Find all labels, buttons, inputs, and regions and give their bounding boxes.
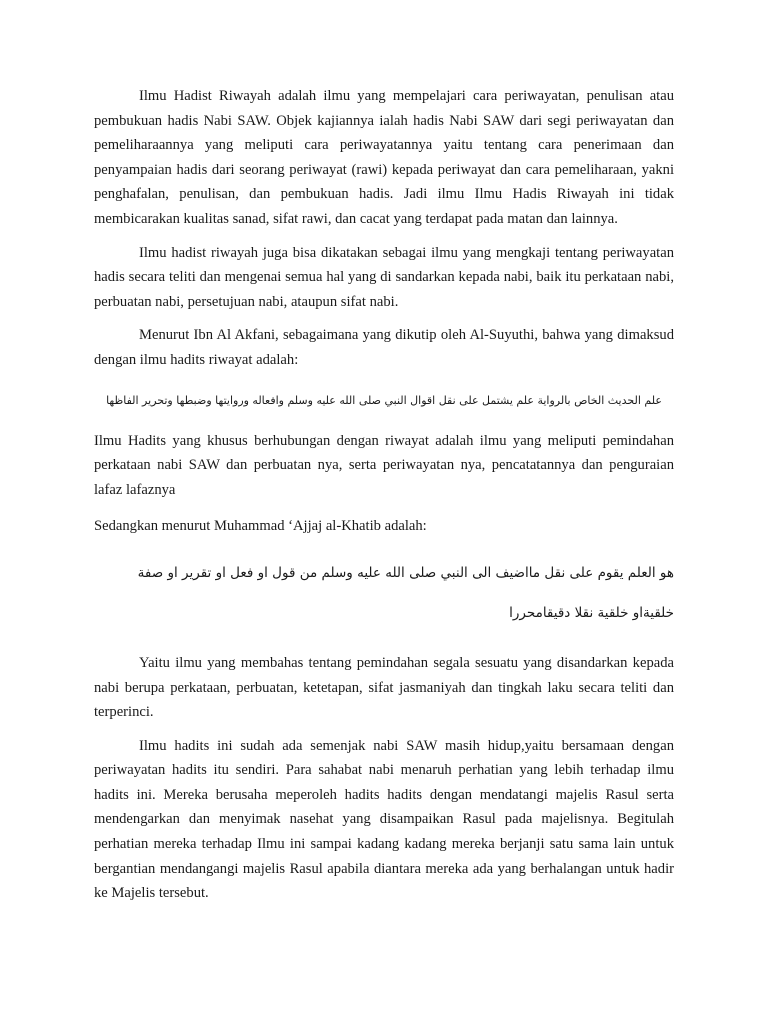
- paragraph-translation-1: Ilmu Hadits yang khusus berhubungan dengan riwayat adalah ilmu yang meliputi pemindahan perkataan nabi SAW dan perbuatan nya, serta periwayatan nya, pencatatannya dan penguraian lafaz lafaznya: [94, 432, 674, 498]
- arabic-quote-ajjaj-al-khatib: هو العلم يقوم على نقل مااضيف الى النبي صلى الله عليه وسلم من قول او فعل او تقرير او صفة خلقيةاو خلقية نقلا دقيقامحررا: [137, 564, 674, 621]
- document-page: [94, 84, 674, 906]
- paragraph-translation-2: Yaitu ilmu yang membahas tentang pemindahan segala sesuatu yang disandarkan kepada nabi berupa perkataan, perbuatan, ketetapan, sifat jasmaniyah dan tingkah laku secara teliti dan terperinci.: [94, 654, 674, 721]
- paragraph-riwayah-scope: Ilmu hadist riwayah juga bisa dikatakan sebagai ilmu yang mengkaji tentang periwayatan hadis secara teliti dan mengenai semua hal yang di sandarkan kepada nabi, baik itu perkataan nabi, perbuatan nabi, persetujuan nabi, ataupun sifat nabi.: [94, 244, 674, 310]
- paragraph-ajjaj-al-khatib: Sedangkan menurut Muhammad ‘Ajjaj al-Khatib adalah:: [94, 518, 427, 535]
- paragraph-ibn-al-akfani: Menurut Ibn Al Akfani, sebagaimana yang dikutip oleh Al-Suyuthi, bahwa yang dimaksud dengan ilmu hadits riwayat adalah:: [94, 327, 674, 368]
- arabic-quote-ibn-al-akfani: علم الحديث الخاص بالرواية علم يشتمل على نقل اقوال النبي صلى الله عليه وسلم وافعاله وروايتها وضبطها وتحرير الفاظها: [106, 393, 662, 407]
- paragraph-history: Ilmu hadits ini sudah ada semenjak nabi SAW masih hidup,yaitu bersamaan dengan periwayatan hadits itu sendiri. Para sahabat nabi menaruh perhatian yang lebih terhadap ilmu hadits ini. Mereka berusaha meperoleh hadits hadits dengan mendatangi majelis Rasul serta mendengarkan dan menyimak nasehat yang disampaikan Rasul pada majelisnya. Begitulah perhatian mereka terhadap Ilmu ini sampai kadang kadang mereka berjanji satu sama lain untuk bergantian mendangangi majelis Rasul apabila diantara mereka ada yang berhalangan untuk hadir ke Majelis tersebut.: [94, 737, 674, 902]
- paragraph-definition: Ilmu Hadist Riwayah adalah ilmu yang mempelajari cara periwayatan, penulisan atau pembukuan hadis Nabi SAW. Objek kajiannya ialah hadis Nabi SAW dari segi periwayatan dan pemeliharaannya yang meliputi cara periwayatannya yaitu tentang cara penerimaan dan penyampaian hadis dari seorang periwayat (rawi) kepada periwayat dan cara pemeliharaan, yakni penghafalan, penulisan, dan pembukuan hadis. Jadi ilmu Ilmu Hadis Riwayah ini tidak membicarakan kualitas sanad, sifat rawi, dan cacat yang terdapat pada matan dan lainnya.: [94, 88, 674, 227]
